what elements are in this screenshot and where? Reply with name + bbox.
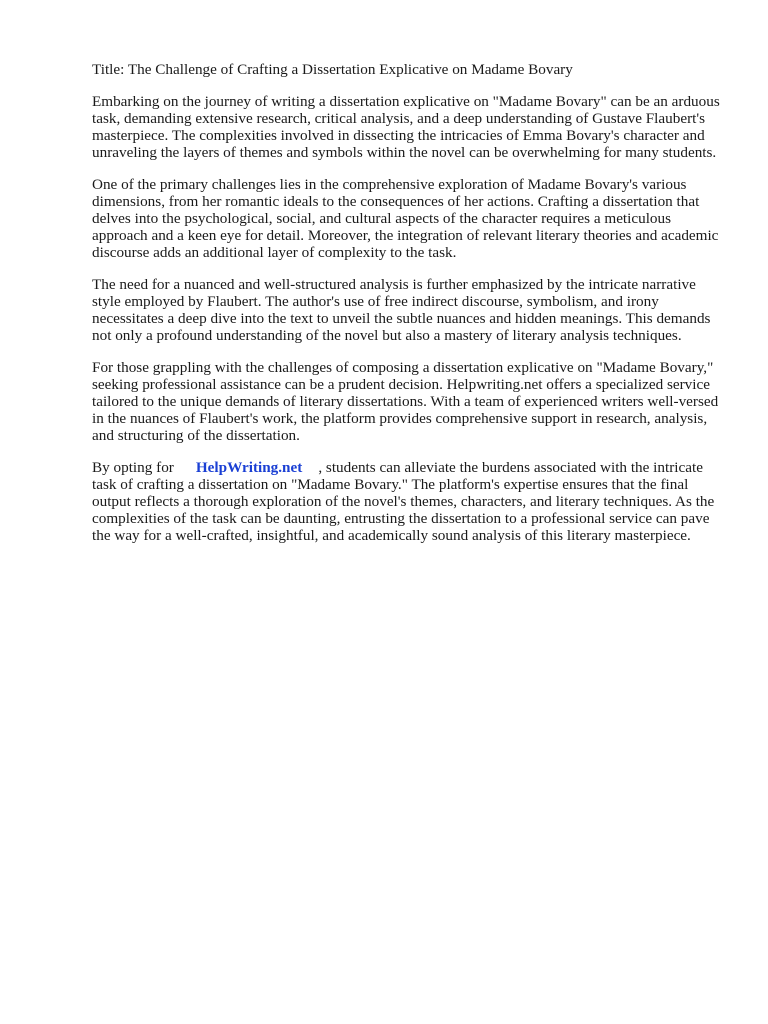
paragraph-analysis: The need for a nuanced and well-structured analysis is further emphasized by the intricate narrative style employed by Flaubert. The author's use of free indirect discourse, symbolism, and irony necessitates a deep dive into the text to unveil the subtle nuances and hidden meanings. This demands not only a profound understanding of the novel but also a mastery of literary analysis techniques. — [92, 276, 711, 344]
conclusion-body-text: , students can alleviate the burdens associated with the intricate task of crafting a dissertation on "Madame Bovary." The platform's expertise ensures that the final output reflects a thorough exploration of the novel's themes, characters, and literary techniques. As the complexities of the task can be daunting, entrusting the dissertation to a professional service can pave the way for a well-crafted, insightful, and academically sound analysis of this literary masterpiece. — [92, 459, 715, 544]
paragraph-challenges: One of the primary challenges lies in the comprehensive exploration of Madame Bovary's various dimensions, from her romantic ideals to the consequences of her actions. Crafting a dissertation that delves into the psychological, social, and cultural aspects of the character requires a meticulous approach and a keen eye for detail. Moreover, the integration of relevant literary theories and academic discourse adds an additional layer of complexity to the task. — [92, 176, 719, 261]
conclusion-lead-text: By opting for — [92, 459, 174, 476]
paragraph-assistance: For those grappling with the challenges of composing a dissertation explicative on "Madame Bovary," seeking professional assistance can be a prudent decision. Helpwriting.net offers a specialized service tailored to the unique demands of literary dissertations. With a team of experienced writers well-versed in the nuances of Flaubert's work, the platform provides comprehensive support in research, analysis, and structuring of the dissertation. — [92, 359, 719, 444]
paragraph-conclusion — [92, 459, 724, 544]
helpwriting-link[interactable]: HelpWriting.net — [195, 459, 303, 476]
paragraph-intro: Embarking on the journey of writing a dissertation explicative on "Madame Bovary" can be an arduous task, demanding extensive research, critical analysis, and a deep understanding of Gustave Flaubert's masterpiece. The complexities involved in dissecting the intricacies of Emma Bovary's character and unraveling the layers of themes and symbols within the novel can be overwhelming for many students. — [92, 93, 720, 161]
document-page — [92, 61, 724, 559]
document-title: Title: The Challenge of Crafting a Dissertation Explicative on Madame Bovary — [92, 61, 573, 78]
